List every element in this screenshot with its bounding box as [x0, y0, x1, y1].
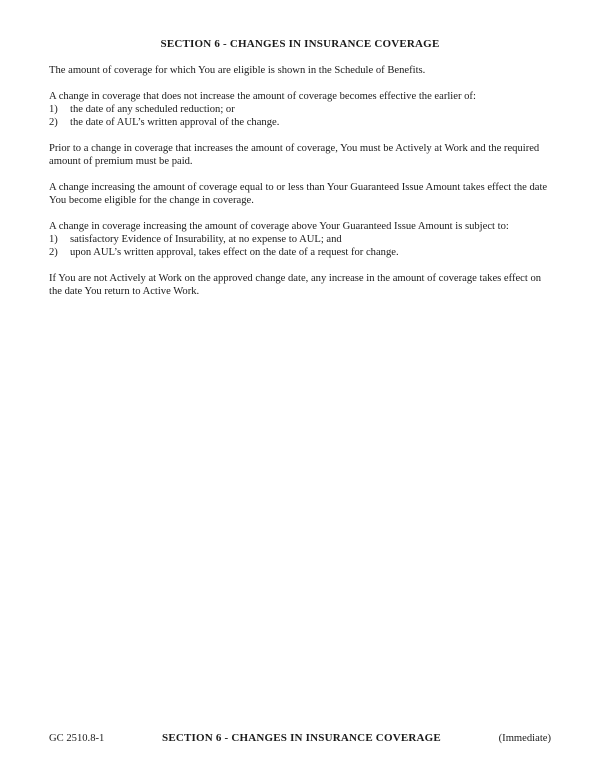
list-item-number: 2) [49, 247, 58, 258]
paragraph-text: If You are not Actively at Work on the approved change date, any increase in the amount of coverage takes effect on the date You return to Active Work. [49, 273, 542, 297]
paragraph-text: A change in coverage that does not increase the amount of coverage becomes effective the earlier of: [49, 91, 476, 102]
paragraph-equal-or-less [49, 181, 551, 207]
list-item [49, 103, 551, 116]
list-item [49, 233, 551, 246]
paragraph-text: The amount of coverage for which You are eligible is shown in the Schedule of Benefits. [49, 65, 426, 76]
paragraph-no-increase [49, 90, 551, 129]
paragraph-text: A change increasing the amount of coverage equal to or less than Your Guaranteed Issue Amount takes effect the date You become eligible for the change in coverage. [49, 182, 548, 206]
list-item-text: the date of AUL’s written approval of the change. [70, 117, 280, 128]
paragraph-not-actively-at-work [49, 272, 551, 298]
paragraph-text: A change in coverage increasing the amount of coverage above Your Guaranteed Issue Amount is subject to: [49, 221, 509, 232]
list-item [49, 246, 551, 259]
paragraph-above-guaranteed [49, 220, 551, 259]
paragraph-eligibility [49, 64, 551, 77]
list-item-text: the date of any scheduled reduction; or [70, 104, 235, 115]
page-footer [49, 732, 551, 745]
list-item [49, 116, 551, 129]
paragraph-prior-to-change [49, 142, 551, 168]
list-item-number: 1) [49, 104, 58, 115]
footer-immediate-label: (Immediate) [498, 733, 551, 744]
list-item-text: upon AUL’s written approval, takes effect on the date of a request for change. [70, 247, 399, 258]
paragraph-text: Prior to a change in coverage that increases the amount of coverage, You must be Actively at Work and the required amount of premium must be paid. [49, 143, 540, 167]
footer-section-title: SECTION 6 - CHANGES IN INSURANCE COVERAGE [162, 732, 441, 744]
list-item-number: 2) [49, 117, 58, 128]
footer-form-number: GC 2510.8-1 [49, 733, 105, 744]
list-item-number: 1) [49, 234, 58, 245]
list-item-text: satisfactory Evidence of Insurability, at no expense to AUL; and [70, 234, 342, 245]
section-title: SECTION 6 - CHANGES IN INSURANCE COVERAGE [160, 38, 440, 50]
